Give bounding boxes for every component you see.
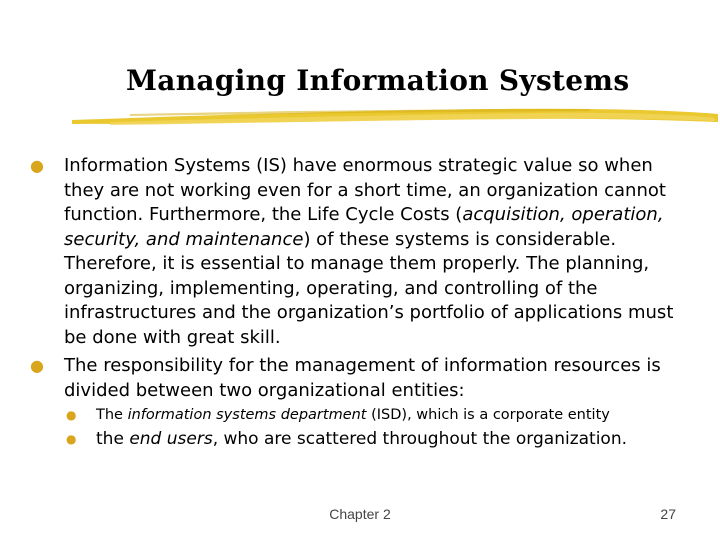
bullet-dot-icon: ● xyxy=(30,156,44,175)
subitem-2: ● the end users, who are scattered throughout the organization. xyxy=(66,429,628,449)
title-underline-stroke xyxy=(70,100,720,132)
bullet-1 xyxy=(30,154,690,350)
footer-page-number: 27 xyxy=(660,506,676,522)
bullet-2-text: The responsibility for the management of information resources is divided between two organizational entities: xyxy=(64,355,661,401)
slide-title: Managing Information Systems xyxy=(126,64,630,97)
bullet-dot-icon: ● xyxy=(66,432,77,446)
footer-chapter: Chapter 2 xyxy=(329,506,391,522)
bullet-dot-icon: ● xyxy=(66,408,77,422)
bullet-1-emphasis: acquisition, operation, security, and maintenance xyxy=(64,204,664,250)
bullet-dot-icon: ● xyxy=(30,356,44,375)
bullet-1-text: Information Systems (IS) have enormous strategic value so when they are not working even for a short time, an organization cannot function. Furthermore, the Life Cycle Costs (acquisition, operation, security, and maintenance) of these systems is considerable. Therefore, it is essential to manage them properly. The planning, organizing, implementing, operating, and controlling of the infrastructures and the organization’s portfolio of applications must be done with great skill. xyxy=(64,155,674,348)
bullet-2 xyxy=(30,354,690,403)
subitem-1: ● The information systems department (ISD), which is a corporate entity xyxy=(66,407,610,423)
